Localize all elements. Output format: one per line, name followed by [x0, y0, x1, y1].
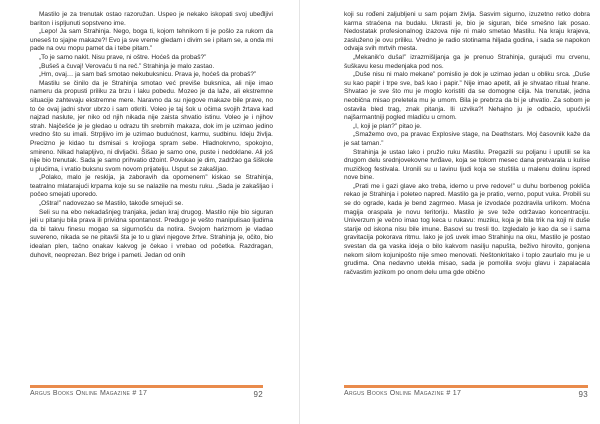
right-paragraph: „I, koji je plan?” pitao je.: [353, 122, 422, 130]
right-paragraph: Strahinja je ustao lako i pružio ruku Mastilu. Pregazili su poljanu i uputili se ka drugom delu srednjovekovne tvrđave, koja se tokom mesec dana pretvarala u kulise muzičkog festivala. Uronili su u lavinu ljudi koja se stuštila u malenu dolinu ispred nove bine.: [344, 148, 590, 182]
left-paragraph: „Bušeš a čuvaj! Verovaću ti na reč.” Strahinja je malo zastao.: [39, 62, 215, 70]
left-paragraph: Mastilu se činilo da je Strahinja smotao već previše buksnica, ali nije imao nameru da propusti priliku za brzu i laku pobedu. Mozeo je da laže, ali ekstremne situacije zahtevaju ekstremne mere. Naravno da su njegove makaze bile prave, no to će ovaj jadni stvor ubrzo i sam otkriti. Voleo je taj šok u očima svojih žrtava kad najzad naslute, jer niko od njih nikada nije zaista shvatio istinu. Voleo je i njihov strah. Najčešće je je gledao u odrazu tih srebrnih makaza, dok im je uzimao jedino vredno što su imali. Strpljivo im je uzimao budućnost, karmu, sudbinu. Ideju življa. Precizno je kidao tu dsmisai s krojioga spram sebe. Hladnokrvno, spokojno, smireno. Nikad halapljivo, ni divljački. Šišao je samo one, puste i nedoklane. Ali još nije bio trenutak. Sada je samo prihvatio džoint. Povukao je dim, zadržao ga šiškole u plućima, i vratio buksnu svom novom prijatelju. Usput se zakašljao.: [30, 79, 273, 173]
right-paragraph: „Smažemo ovo, pa pravac Explosive stage, na Deathstars. Moj časovnik kaže da je sat taman.”: [344, 131, 590, 147]
magazine-title: Argus Books Online Magazine # 17: [344, 390, 462, 397]
right-paragraph: „Duše nisu ni malo mekane” pomislio je dok je uzimao jedan u obliku srca. „Duše su kao papir i trpe sve, baš kao i papir.” Nije imao apetit, ali je shvatao ritual hrane. Shvatao je sve što mu je moglo koristiti da se domogne cilja. Na trenutak, jedna neobična misao preletela mu je umom. Bila je prebrza da bi je uhvatio. Za sobom je ostavila bled trag, znak pitanja. Ili uzvika?! Nehajno ju je odbacio, upućivši najšarmantniji pogled mladiću u crnom.: [344, 71, 590, 122]
left-footer: [30, 390, 263, 400]
magazine-title: Argus Books Online Magazine # 17: [30, 390, 148, 397]
right-paragraph: „Prati me i gazi glave ako treba, idemo u prve redove!” u duhu borbenog pokliča rekao je Strahinja i poleteo napred. Mastilo ga je pratio, verno, poput vuka. Probili su se do ograde, kada je bend zagrmeo. Masa je izvodaće pozdravila urlikom. Moćna magija oraspala je novu teritoriju. Mastilo je sve teže održavao koncentraciju. Univerzum je večno imao tog keca u rukavu: muziku, koja je bila trik na koji ni duše starije od iskona nisu bile imune. Basovi su tresli tlo. Izgledalo je kao da se i sama gravitacija pokorava ritmu. Iako je još uvek imao Strahinju na oku, Mastilo je postao svestan da ga vaska ideja o bilo kakvom nasilju napušta, beživo hirovito, gonjena nekom silom kojunipošto nije smeo menovati. Neštonkritako i toplo zaurlalo mu je u grudima. Ona nedavno utekla misao, sada je pomolila svoju glavu i zapalacala račvastim jezikom po onom delu uma gde obično: [344, 182, 590, 276]
right-page: [300, 0, 600, 424]
footer-accent-rule: [344, 385, 588, 388]
footer-accent-rule: [30, 385, 263, 388]
left-paragraph: Mastilo je za trenutak ostao razoružan. Uspeo je nekako iskopati svoj ubeđljivi bariton i isplјunuti sopstveno ime.: [30, 11, 273, 27]
left-page-text: [30, 11, 273, 260]
left-paragraph: „Oštra!” nadovezao se Mastilo, takođe smejući se.: [39, 200, 184, 208]
left-paragraph: „Lepo! Ja sam Strahinja. Nego, boga ti, kojom tehnikom ti je pošlo za rukom da uneseš to sjajne makaze?! Evo ja sve vreme gledam i divim se i pitam se, a onda mi pade na ovu mopu pamet da i tebe pitam.”: [30, 28, 273, 53]
right-paragraph: „Mekanik'o duša!” izrazmišljanja ga je prenuo Strahinja, gurajući mu crvenu, šuškavu kesu medenjaka pod nos.: [344, 53, 590, 70]
left-paragraph: „Hm, ovaj… ja sam baš smotao nekubuksnicu. Prava je, hoćeš da probaš?”: [39, 71, 257, 79]
right-page-text: [344, 11, 590, 277]
left-paragraph: „Polako, malo je reskija, ja zaboravih da opomenem” kiskao se Strahinja, teatralno mlatarajući krpama koje su se nalazile na mestu ruku. „Sada je zakašljao i počeo smejati uporedo.: [30, 174, 273, 199]
page-number: 92: [253, 390, 263, 399]
right-footer: [344, 390, 588, 400]
left-paragraph: Seli su na ebo nekadašnjeg tranjaka, jedan kraj drugog. Mastilo nije bio siguran jeli u pitanju bila prava ili prividna spontanost. Predugo je vešto manipulisao ljudima da bi takvu finesu mogao sa sigurnošću da notira. Svojom harizmom je vladao suvereno, nikada se ne pitavši šta je to u glavi njegove žrtve. Strahinja je, očito, bio idealan plen, tačno onakav kakvog je čekao i vrebao od početka. Razdragan, duhovit, neoprezan. Bez brige i pameti. Jedan od onih: [30, 208, 273, 259]
right-paragraph: koji su rođeni zaljubljeni u sam pojam življa. Sasvim sigurno, izuzetno retko dobra karma straćena na budalu. Ukrasti je, bio je siguran, biće smešno lak posao. Nedostatak profesionalnog izazova nije ni malo smetao Mastilu. Na kraju krajeva, zasluženo je ovu priliku. Vredno je radio stotinama hiljada godina, i sada se napokon odvaja svih mrtvih mesta.: [344, 11, 590, 53]
left-paragraph: „To je samo nakit. Nisu prave, ni oštre. Hoćeš da probaš?”: [39, 53, 207, 61]
page-number: 93: [578, 390, 588, 399]
